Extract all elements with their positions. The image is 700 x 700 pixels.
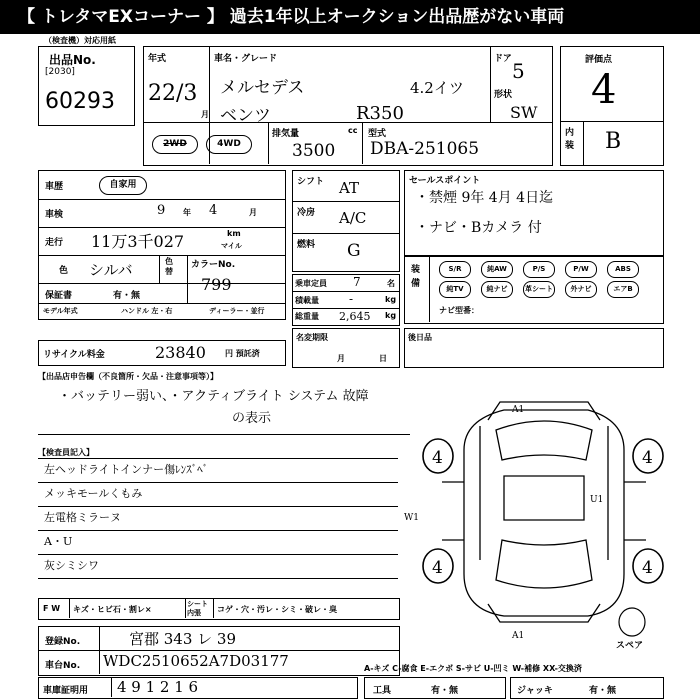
registration-box — [38, 626, 400, 676]
equipment-box — [404, 256, 664, 324]
history-label: 車歴 — [45, 182, 64, 192]
tire-value-fl: 4 — [432, 448, 443, 468]
inspector-label: 【検査員記入】 — [38, 448, 94, 457]
reg-date-label: 名変期限 — [296, 333, 328, 342]
equip-navi: 純ナビ — [481, 281, 513, 298]
equip-sunroof: S/R — [439, 261, 471, 278]
color-change-label: 色替 — [165, 257, 173, 276]
weight-label: 総重量 — [295, 312, 319, 321]
reg-no-value: 宮郡 343 レ 39 — [129, 630, 237, 648]
reg-date-box — [292, 328, 400, 368]
seat-items: コゲ・穴・汚レ・シミ・破レ・臭 — [217, 605, 337, 614]
reg-no-label: 登録No. — [45, 637, 81, 647]
garage-cert-label: 車庫証明用 — [43, 686, 89, 696]
mark-a1-rear: A1 — [512, 631, 525, 641]
tools-box — [364, 677, 506, 699]
legend-row — [38, 598, 400, 620]
recycle-label: リサイクル料金 — [43, 350, 105, 360]
name-value-2: ベンツ — [220, 106, 271, 126]
interior-label: 内装 — [565, 128, 575, 151]
warranty-options: 有・無 — [113, 291, 141, 301]
month-suffix: 月 — [201, 110, 209, 119]
type-value: DBA-251065 — [370, 139, 480, 159]
seats-label: 乗車定員 — [295, 279, 327, 288]
chassis-value: WDC2510652A7D03177 — [103, 652, 289, 670]
tire-value-fr: 4 — [642, 448, 653, 468]
displacement-label: 排気量 — [272, 129, 300, 139]
car-diagram — [404, 390, 674, 652]
capacity-box — [292, 274, 400, 326]
color-no-value: 799 — [201, 275, 232, 294]
equip-leather: 革シート — [523, 281, 555, 298]
name-label: 車名・グレード — [214, 54, 278, 64]
equip-ext-navi: 外ナビ — [565, 281, 597, 298]
tire-value-rr: 4 — [642, 558, 653, 578]
inspection-year: 9 — [157, 203, 166, 218]
equip-tv: 純TV — [439, 281, 471, 298]
sales-line-1: ・禁煙 9年 4月 4日迄 — [415, 190, 554, 206]
model-year-label: モデル年式 — [43, 307, 78, 315]
repair-legend: A-キズ C-腐食 E-エクボ S-サビ U-凹ミ W-補修 XX-交換済 — [364, 664, 582, 673]
mileage-unit-km: km — [227, 229, 241, 238]
equip-power-steering: P/S — [523, 261, 555, 278]
doors-label: ドア — [494, 54, 512, 64]
fw-label: F W — [43, 604, 61, 613]
handle-label: ハンドル 左・右 — [121, 307, 173, 315]
doors-value: 5 — [512, 59, 525, 83]
reg-date-month: 月 — [337, 354, 345, 363]
ac-label: 冷房 — [297, 208, 316, 218]
score-value: 4 — [591, 67, 617, 113]
drive-4wd-option: 4WD — [206, 135, 252, 154]
vehicle-box — [143, 46, 553, 166]
model-value: R350 — [356, 103, 404, 124]
lot-number: 60293 — [45, 89, 115, 114]
dealer-notes-line-2: の表示 — [232, 411, 272, 426]
jack-box — [510, 677, 664, 699]
drive-2wd-option: 2WD — [152, 135, 198, 154]
drivetrain-box — [292, 170, 400, 272]
followup-box — [404, 328, 664, 368]
year-value: 22/3 — [148, 81, 198, 106]
spare-label: スペア — [616, 641, 644, 651]
displacement-unit: cc — [348, 126, 358, 135]
year-unit: 年 — [183, 208, 191, 217]
type-label: 型式 — [368, 129, 387, 139]
month-unit: 月 — [249, 208, 257, 217]
sales-box — [404, 170, 664, 256]
inspector-line-1: 左ヘッドライトインナー傷ﾚﾝｽﾞﾍﾞ — [44, 463, 209, 476]
garage-cert-box — [38, 677, 358, 699]
body-value: SW — [510, 103, 538, 122]
mark-u1: U1 — [590, 495, 604, 505]
chassis-label: 車台No. — [45, 661, 81, 671]
inspector-line-5: 灰シミシワ — [44, 559, 99, 572]
history-box — [38, 170, 286, 320]
interior-value: B — [605, 129, 622, 154]
recycle-unit: 円 預託済 — [225, 349, 260, 358]
top-note: （検査機）対応用紙 — [44, 36, 116, 45]
year-label: 年式 — [148, 54, 167, 64]
color-value: シルバ — [89, 261, 133, 279]
weight-unit: kg — [385, 311, 397, 320]
ac-value: A/C — [339, 209, 367, 227]
mileage-label: 走行 — [45, 238, 64, 248]
dealer-label: ディーラー・並行 — [209, 307, 265, 315]
load-unit: kg — [385, 295, 397, 304]
load-value: - — [349, 292, 354, 306]
name-value-1: メルセデス — [220, 78, 305, 98]
sales-line-2: ・ナビ・Bカメラ 付 — [415, 220, 542, 236]
weight-value: 2,645 — [339, 310, 371, 323]
mark-a1-front: A1 — [512, 405, 525, 415]
equip-power-windows: P/W — [565, 261, 597, 278]
tools-value: 有・無 — [431, 686, 459, 696]
displacement-value: 3500 — [292, 141, 336, 161]
page-header: 【 トレタマEXコーナー 】 過去1年以上オークション出品歴がない車両 — [0, 0, 700, 34]
tire-value-rl: 4 — [432, 558, 443, 578]
jack-label: ジャッキ — [517, 686, 553, 696]
lot-corner-code: [2030] — [45, 67, 75, 77]
tools-label: 工具 — [373, 686, 392, 696]
shift-value: AT — [339, 179, 360, 197]
spare-tire — [619, 608, 645, 636]
inspector-line-3: 左電格ミラーヌ — [44, 511, 121, 524]
color-label: 色 — [59, 266, 69, 276]
equip-abs: ABS — [607, 261, 639, 278]
fuel-value: G — [347, 241, 361, 261]
recycle-box — [38, 340, 286, 366]
dealer-notes-label: 【出品店申告欄（不良箇所・欠品・注意事項等）】 — [38, 372, 218, 381]
sales-label: セールスポイント — [409, 176, 481, 186]
dealer-notes-line-1: ・バッテリー弱い、・アクティブライト システム 故障 — [58, 389, 369, 404]
load-label: 積載量 — [295, 296, 319, 305]
body-label: 形状 — [494, 90, 513, 100]
followup-label: 後日品 — [408, 333, 432, 342]
score-label: 評価点 — [585, 55, 613, 65]
mileage-unit-mile: マイル — [221, 242, 242, 250]
shift-label: シフト — [297, 177, 325, 187]
jack-value: 有・無 — [589, 686, 617, 696]
seats-unit: 名 — [387, 279, 395, 288]
navi-model-label: ナビ型番： — [439, 306, 479, 315]
inspector-line-4: A・U — [44, 535, 73, 548]
inspector-line-2: メッキモールくもみ — [44, 487, 143, 500]
score-box — [560, 46, 664, 166]
lot-label: 出品No. — [49, 53, 96, 67]
inspection-label: 車検 — [45, 210, 64, 220]
seat-label: シート内張 — [187, 600, 208, 617]
fw-items: キズ・ヒビ石・割レ× — [73, 605, 152, 614]
color-no-label: カラーNo. — [191, 260, 236, 270]
grade-value: 4.2イツ — [410, 79, 464, 97]
equip-airbag: エアB — [607, 281, 639, 298]
reg-date-day: 日 — [379, 354, 387, 363]
fuel-label: 燃料 — [297, 240, 316, 250]
history-value: 自家用 — [99, 176, 147, 195]
lot-box — [38, 46, 135, 126]
equipment-label: 装備 — [411, 265, 421, 289]
garage-cert-value: 4 9 1 2 1 6 — [117, 678, 199, 696]
inspection-month: 4 — [209, 203, 218, 218]
recycle-value: 23840 — [155, 343, 206, 362]
seats-value: 7 — [353, 275, 361, 289]
mileage-value: 11万3千027 — [91, 232, 185, 251]
warranty-label: 保証書 — [45, 291, 73, 301]
mark-w1: W1 — [404, 513, 419, 523]
equip-alloy-wheels: 純AW — [481, 261, 513, 278]
